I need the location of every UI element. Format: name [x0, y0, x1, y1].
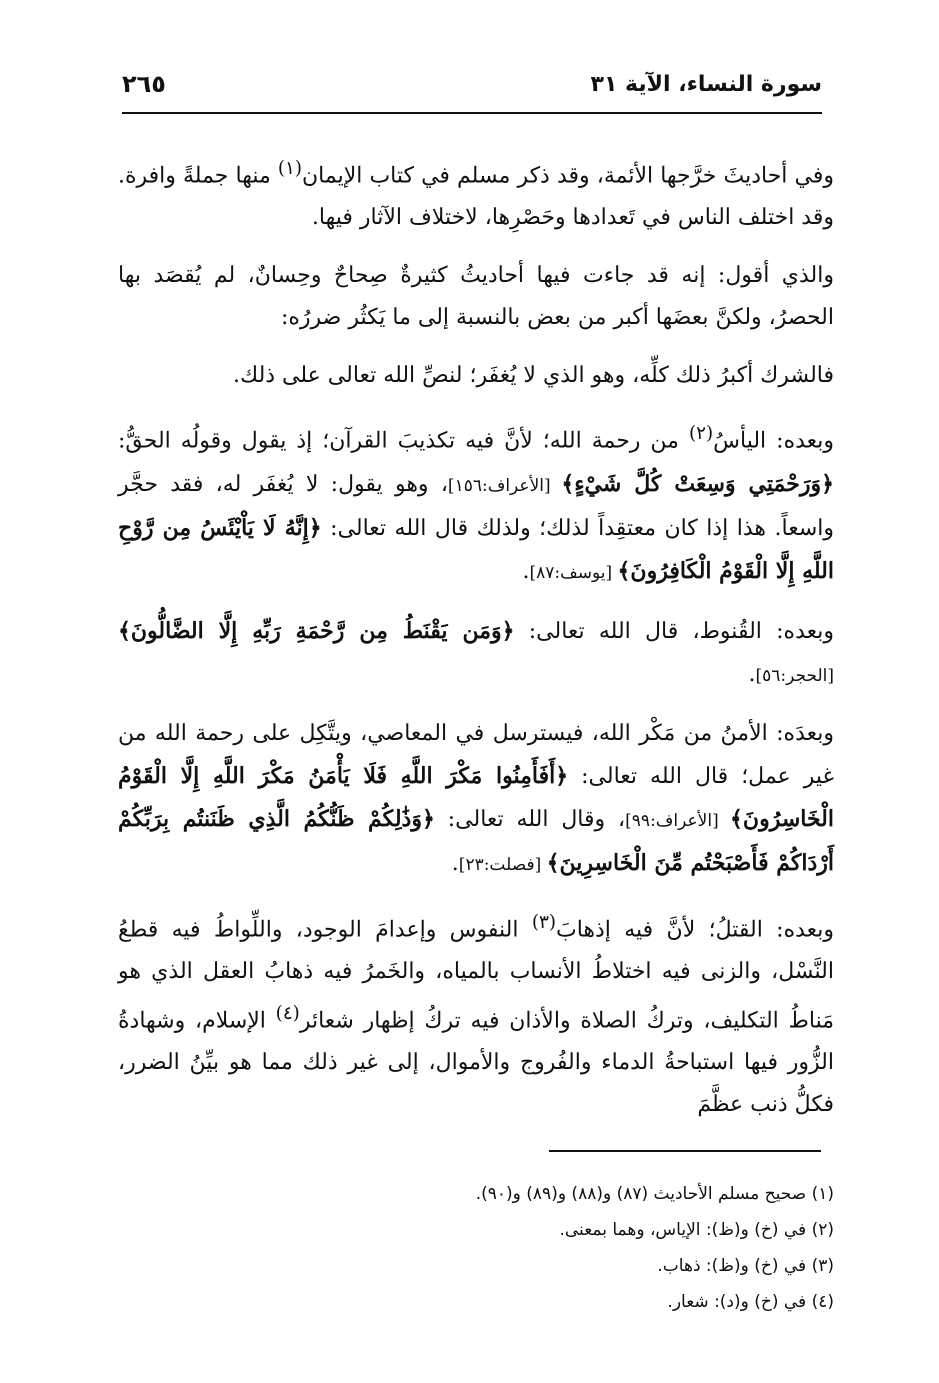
verse-reference: [يوسف:٨٧] [529, 562, 618, 583]
quran-quote: ﴿أَفَأَمِنُوا مَكْرَ اللَّهِ فَلَا يَأْمَنُ مَكْرَ اللَّهِ إِلَّا الْقَوْمُ الْخَاسِرُونَ﴾ [118, 762, 834, 832]
text-run: . [522, 558, 530, 584]
footnote-marker: (٢) [688, 423, 714, 445]
verse-reference: [الأعراف:١٥٦] [447, 475, 562, 496]
text-run: ، وهو يقول: لا يُغفَر له، فقد حجَّر واسعاً. هذا إذا كان معتقِداً لذلك؛ ولذلك قال الله تعالى: [118, 471, 834, 541]
text-run: . [748, 661, 756, 687]
text-run: الإسلام، وشهادةُ الزُّور فيها استباحةُ الدماء والفُروج والأموال، إلى غير ذلك مما هو بيِّنُ الضرر، فكلُّ ذنب عظَّمَ [118, 1008, 834, 1118]
text-run: وفي أحاديثَ خرَّجها الأئمة، وقد ذكر مسلم في كتاب الإيمان [302, 163, 834, 189]
paragraph [118, 610, 834, 697]
quran-quote: ﴿إِنَّهُ لَا يَاْيْئَسُ مِن رَّوْحِ اللَّهِ إِلَّا الْقَوْمُ الْكَافِرُونَ﴾ [118, 514, 834, 584]
footnote: (٤) في (خ) و(د): شعار. [667, 1292, 834, 1312]
text-run: وبعدَه: الأمنُ من مَكْر الله، فيسترسل في المعاصي، ويتَّكِل على رحمة الله من غير عمل؛ قال الله تعالى: [118, 720, 834, 789]
verse-reference: [الأعراف:٩٩] [625, 810, 731, 831]
footnote-marker: (١) [277, 158, 303, 179]
quran-quote: ﴿وَمَن يَقْنَطُ مِن رَّحْمَةِ رَبِّهِ إِلَّا الضَّالُّونَ﴾ [118, 617, 515, 644]
footnote-separator [549, 1150, 821, 1152]
paragraph [118, 355, 834, 397]
paragraph [118, 902, 834, 1127]
body-text [118, 148, 834, 1126]
footnote-marker: (٤) [275, 1002, 300, 1024]
text-run: النفوس وإعدامَ الوجود، واللِّواطُ فيه قطعُ النَّسْل، والزنى فيه اختلاطُ الأنساب بالمياه، والخَمرُ فيه ذهابُ العقل الذي هو مَناطُ التكليف، وتركُ الصلاة والأذان فيه تركُ إظهار شعائر [118, 916, 834, 1034]
footnote-marker: (٣) [531, 911, 556, 933]
footnotes [118, 1176, 834, 1320]
page-header [122, 62, 822, 114]
footnote: (٢) في (خ) و(ظ): الإياس، وهما بمعنى. [559, 1220, 834, 1240]
header-rule [122, 112, 822, 114]
footnote: (٣) في (خ) و(ظ): ذهاب. [657, 1256, 834, 1276]
footnote: (١) صحيح مسلم الأحاديث (٨٧) و(٨٨) و(٨٩) و(٩٠). [475, 1184, 834, 1204]
text-run: ، وقال الله تعالى: [434, 806, 626, 832]
text-run: والذي أقول: إنه قد جاءت فيها أحاديثُ كثيرةٌ صِحاحٌ وحِسانٌ، لم يُقصَد بها الحصرُ، ولكنَّ بعضَها أكبر من بعض بالنسبة إلى ما يَكثُر ضررُه: [118, 263, 834, 331]
quran-quote: ﴿وَذَٰلِكُمْ ظَنُّكُمُ الَّذِي ظَنَنتُم بِرَبِّكُمْ أَرْدَاكُمْ فَأَصْبَحْتُم مِّنَ الْخَاسِرِينَ﴾ [118, 805, 834, 876]
paragraph [118, 413, 834, 593]
paragraph [118, 713, 834, 886]
verse-reference: [الحجر:٥٦] [755, 665, 834, 686]
text-run: . [451, 850, 459, 876]
page-number: ٢٦٥ [122, 70, 166, 98]
text-run: وبعده: اليأسُ [713, 428, 834, 454]
paragraph [118, 255, 834, 339]
text-run: من رحمة الله؛ لأنَّ فيه تكذيبَ القرآن؛ إذ يقول وقولُه الحقُّ: [118, 428, 689, 454]
running-title: سورة النساء، الآية ٣١ [590, 72, 822, 97]
paragraph [118, 148, 834, 239]
verse-reference: [فصلت:٢٣] [458, 854, 547, 875]
text-run: منها جملةً وافرة. وقد اختلف الناس في تَعدادها وحَصْرِها، لاختلاف الآثار فيها. [118, 163, 834, 231]
text-run: وبعده: القُنوط، قال الله تعالى: [514, 618, 834, 644]
quran-quote: ﴿وَرَحْمَتِي وَسِعَتْ كُلَّ شَيْءٍ﴾ [561, 470, 834, 497]
text-run: وبعده: القتلُ؛ لأنَّ فيه إذهابَ [555, 916, 835, 942]
text-run: فالشرك أكبرُ ذلك كلِّه، وهو الذي لا يُغفَر؛ لنصِّ الله تعالى على ذلك. [233, 363, 834, 389]
